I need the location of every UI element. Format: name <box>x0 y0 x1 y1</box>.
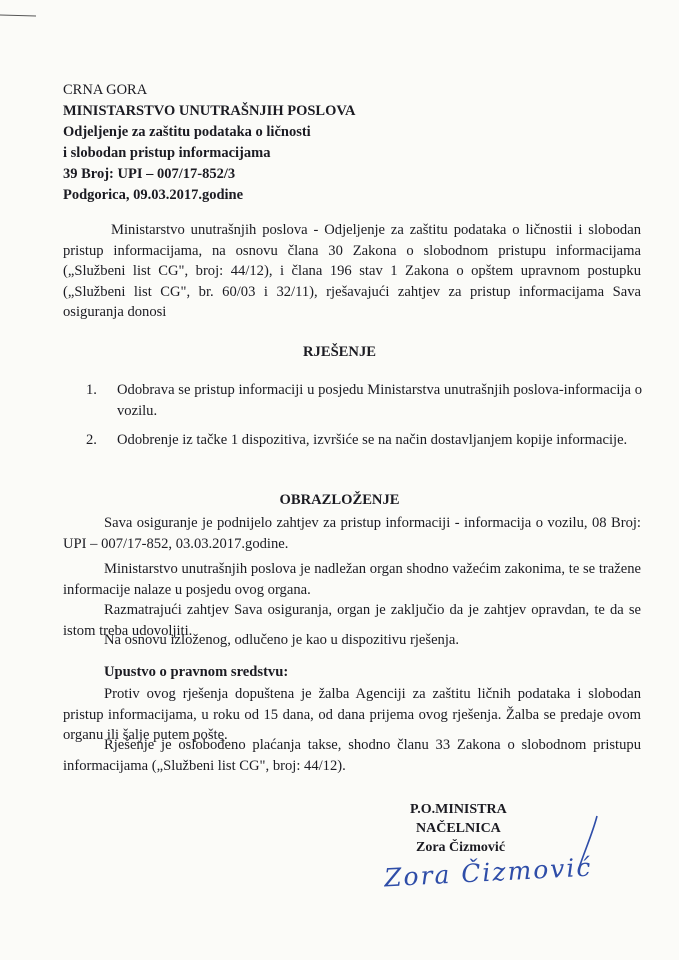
item-number: 1. <box>86 382 97 398</box>
tax-exemption-paragraph: Rješenje je oslobođeno plaćanja takse, shodno članu 33 Zakona o slobodnom pristupu informacijama („Službeni list CG", broj: 44/12). <box>63 737 641 774</box>
reasoning-paragraph: Razmatrajući zahtjev Sava osiguranja, organ je zaključio da je zahtjev opravdan, te da se istom treba udovoljiti. <box>63 602 641 639</box>
decision-title: RJEŠENJE <box>303 344 376 360</box>
country-name: CRNA GORA <box>63 82 148 98</box>
decision-item <box>86 380 642 421</box>
decision-item <box>86 430 642 451</box>
legal-remedy-title: Upustvo o pravnom sredstvu: <box>104 664 289 680</box>
handwritten-signature: Zora Čizmović <box>383 852 594 893</box>
reasoning-paragraph: Na osnovu izloženog, odlučeno je kao u dispozitivu rješenja. <box>104 632 460 648</box>
item-number: 2. <box>86 432 97 448</box>
item-text: Odobrava se pristup informaciji u posjedu Ministarstva unutrašnjih poslova-informacija o vozilu. <box>117 382 642 419</box>
intro-paragraph: Ministarstvo unutrašnjih poslova - Odjeljenje za zaštitu podataka o ličnostii i slobodan pristup informacijama, na osnovu člana 30 Zakona o slobodnom pristupu informacijama („Službeni list CG", broj: 44/12), i člana 196 stav 1 Zakona o opštem upravnom postupku („Službeni list CG", br. 60/03 i 32/11), rješavajući zahtjev za pristup informacijama Sava osiguranja donosi <box>63 222 641 320</box>
legal-remedy-paragraph: Protiv ovog rješenja dopuštena je žalba Agenciji za zaštitu ličnih podataka i slobodan pristup informacijama, u roku od 15 dana, od dana prijema ovog rješenja. Žalba se predaje ovom organu ili šalje putem pošte. <box>63 686 641 743</box>
reasoning-paragraph: Sava osiguranje je podnijelo zahtjev za pristup informaciji - informacija o vozilu, 08 Broj: UPI – 007/17-852, 03.03.2017.godine. <box>63 515 641 552</box>
signature-block <box>410 800 507 857</box>
department-name-cont: i slobodan pristup informacijama <box>63 145 271 161</box>
reasoning-paragraph: Ministarstvo unutrašnjih poslova je nadležan organ shodno važećim zakonima, te se tražene informacije nalaze u posjedu ovog organa. <box>63 561 641 598</box>
scan-mark <box>0 12 40 18</box>
signatory-name: Zora Čizmović <box>416 840 506 855</box>
department-name: Odjeljenje za zaštitu podataka o ličnosti <box>63 124 311 140</box>
signature-stroke-icon <box>575 812 605 872</box>
case-number: 39 Broj: UPI – 007/17-852/3 <box>63 166 236 182</box>
signature-position: P.O.MINISTRA <box>410 802 507 817</box>
document-header <box>63 80 355 206</box>
ministry-name: MINISTARSTVO UNUTRAŠNJIH POSLOVA <box>63 103 356 119</box>
signature-title: NAČELNICA <box>416 821 501 836</box>
reasoning-title: OBRAZLOŽENJE <box>279 492 400 508</box>
place-date: Podgorica, 09.03.2017.godine <box>63 187 244 203</box>
item-text: Odobrenje iz tačke 1 dispozitiva, izvršiće se na način dostavljanjem kopije informacije. <box>117 432 628 448</box>
